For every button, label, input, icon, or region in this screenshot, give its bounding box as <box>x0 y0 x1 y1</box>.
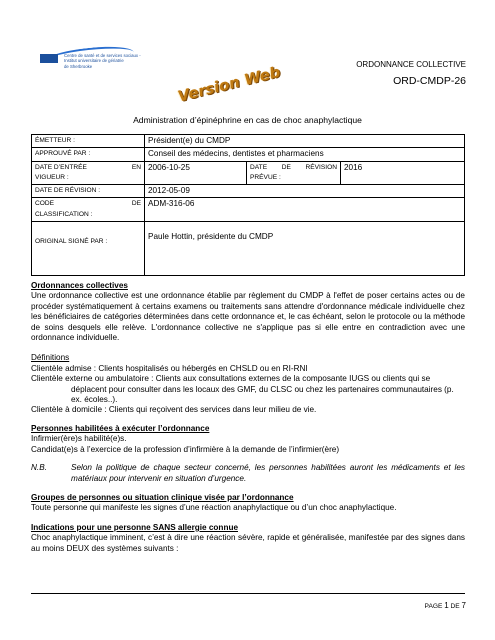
emetteur-label: ÉMETTEUR : <box>32 135 145 148</box>
def-externe: Clientèle externe ou ambulatoire : Clients aux consultations externes de la composante IUGS ou clients qui se déplacent pour consulter dans les locaux des GMF, du CLSC ou chez les partenaires communautaires (p. ex. écoles..). <box>31 374 454 405</box>
table-row <box>32 222 465 276</box>
groupes-heading: Groupes de personnes ou situation clinique visée par l’ordonnance <box>31 492 294 502</box>
ordonnances-text: Une ordonnance collective est une ordonnance établie par règlement du CMDP à l'effet de poser certains actes ou de procéder systématiquement à certains examens ou traitements sans attendre d'ordonnance médicale individuelle chez les bénéficiaires de catégories déterminées dans cette ordonnance et, le cas échéant, selon le protocole ou la méthode de soins desquels elle relève. L'ordonnance collective ne s'applique pas si elle entre en contradiction avec une ordonnance individuelle. <box>31 291 465 343</box>
version-web-stamp: Version Web <box>176 62 283 106</box>
ordonnances-heading: Ordonnances collectives <box>31 281 128 290</box>
def-domicile: Clientèle à domicile : Clients qui reçoivent des services dans leur milieu de vie. <box>31 405 317 415</box>
table-row <box>32 148 465 161</box>
signe-label: ORIGINAL SIGNÉ PAR : <box>32 222 145 276</box>
date-vigueur-value: 2006-10-25 <box>145 161 247 185</box>
table-row <box>32 185 465 198</box>
document-title: Administration d’épinéphrine en cas de choc anaphylactique <box>133 115 362 125</box>
metadata-table <box>31 134 465 276</box>
date-revision-label: DATE DE RÉVISION : <box>32 185 145 198</box>
quebec-flag-icon <box>40 54 58 63</box>
code-classification-value: ADM-316-06 <box>145 198 465 222</box>
footer-divider <box>31 593 465 594</box>
emetteur-value: Président(e) du CMDP <box>145 135 465 148</box>
approuve-value: Conseil des médecins, dentistes et pharmaciens <box>145 148 465 161</box>
logo-text: Centre de santé et de services sociaux - Institut universitaire de gériatrie de Sherbrooke <box>64 53 141 69</box>
table-row <box>32 161 465 185</box>
date-vigueur-label: DATE D’ENTRÉE EN VIGUEUR : <box>32 161 145 185</box>
date-revision-value: 2012-05-09 <box>145 185 465 198</box>
personnes-heading: Personnes habilitées à exécuter l’ordonnance <box>31 423 210 433</box>
date-revision-prevue-value: 2016 <box>341 161 465 185</box>
page-number: PAGE 1 DE 7 <box>424 601 466 610</box>
nb-note <box>31 463 465 484</box>
nb-text: Selon la politique de chaque secteur concerné, les personnes habilitées auront les médicaments et les matériaux pour intervenir en situation d’urgence. <box>71 463 465 483</box>
indications-heading: Indications pour une personne SANS allergie connue <box>31 522 238 532</box>
collection-label: ORDONNANCE COLLECTIVE <box>356 60 466 69</box>
signe-value: Paule Hottin, présidente du CMDP <box>145 222 465 276</box>
institution-logo <box>40 44 200 84</box>
nb-label: N.B. <box>31 463 47 473</box>
personnes-line1: Infirmier(ère)s habilité(e)s. <box>31 434 127 444</box>
document-code: ORD-CMDP-26 <box>393 75 466 87</box>
groupes-text: Toute personne qui manifeste les signes d’une réaction anaphylactique ou d’un choc anaphylactique. <box>31 503 397 513</box>
personnes-line2: Candidat(e)s à l’exercice de la profession d’infirmière à la demande de l’infirmier(ère) <box>31 444 340 454</box>
indications-text: Choc anaphylactique imminent, c’est à dire une réaction sévère, rapide et généralisée, manifestée par des signes dans au moins DEUX des systèmes suivants : <box>31 533 465 553</box>
approuve-label: APPROUVÉ PAR : <box>32 148 145 161</box>
table-row <box>32 135 465 148</box>
date-revision-prevue-label: DATE DE RÉVISION PRÉVUE : <box>247 161 341 185</box>
definitions-heading: Définitions <box>31 353 70 363</box>
def-admise: Clientèle admise : Clients hospitalisés ou hébergés en CHSLD ou en RI-RNI <box>31 363 308 373</box>
table-row <box>32 198 465 222</box>
code-classification-label: CODE DE CLASSIFICATION : <box>32 198 145 222</box>
document-body <box>31 275 465 554</box>
